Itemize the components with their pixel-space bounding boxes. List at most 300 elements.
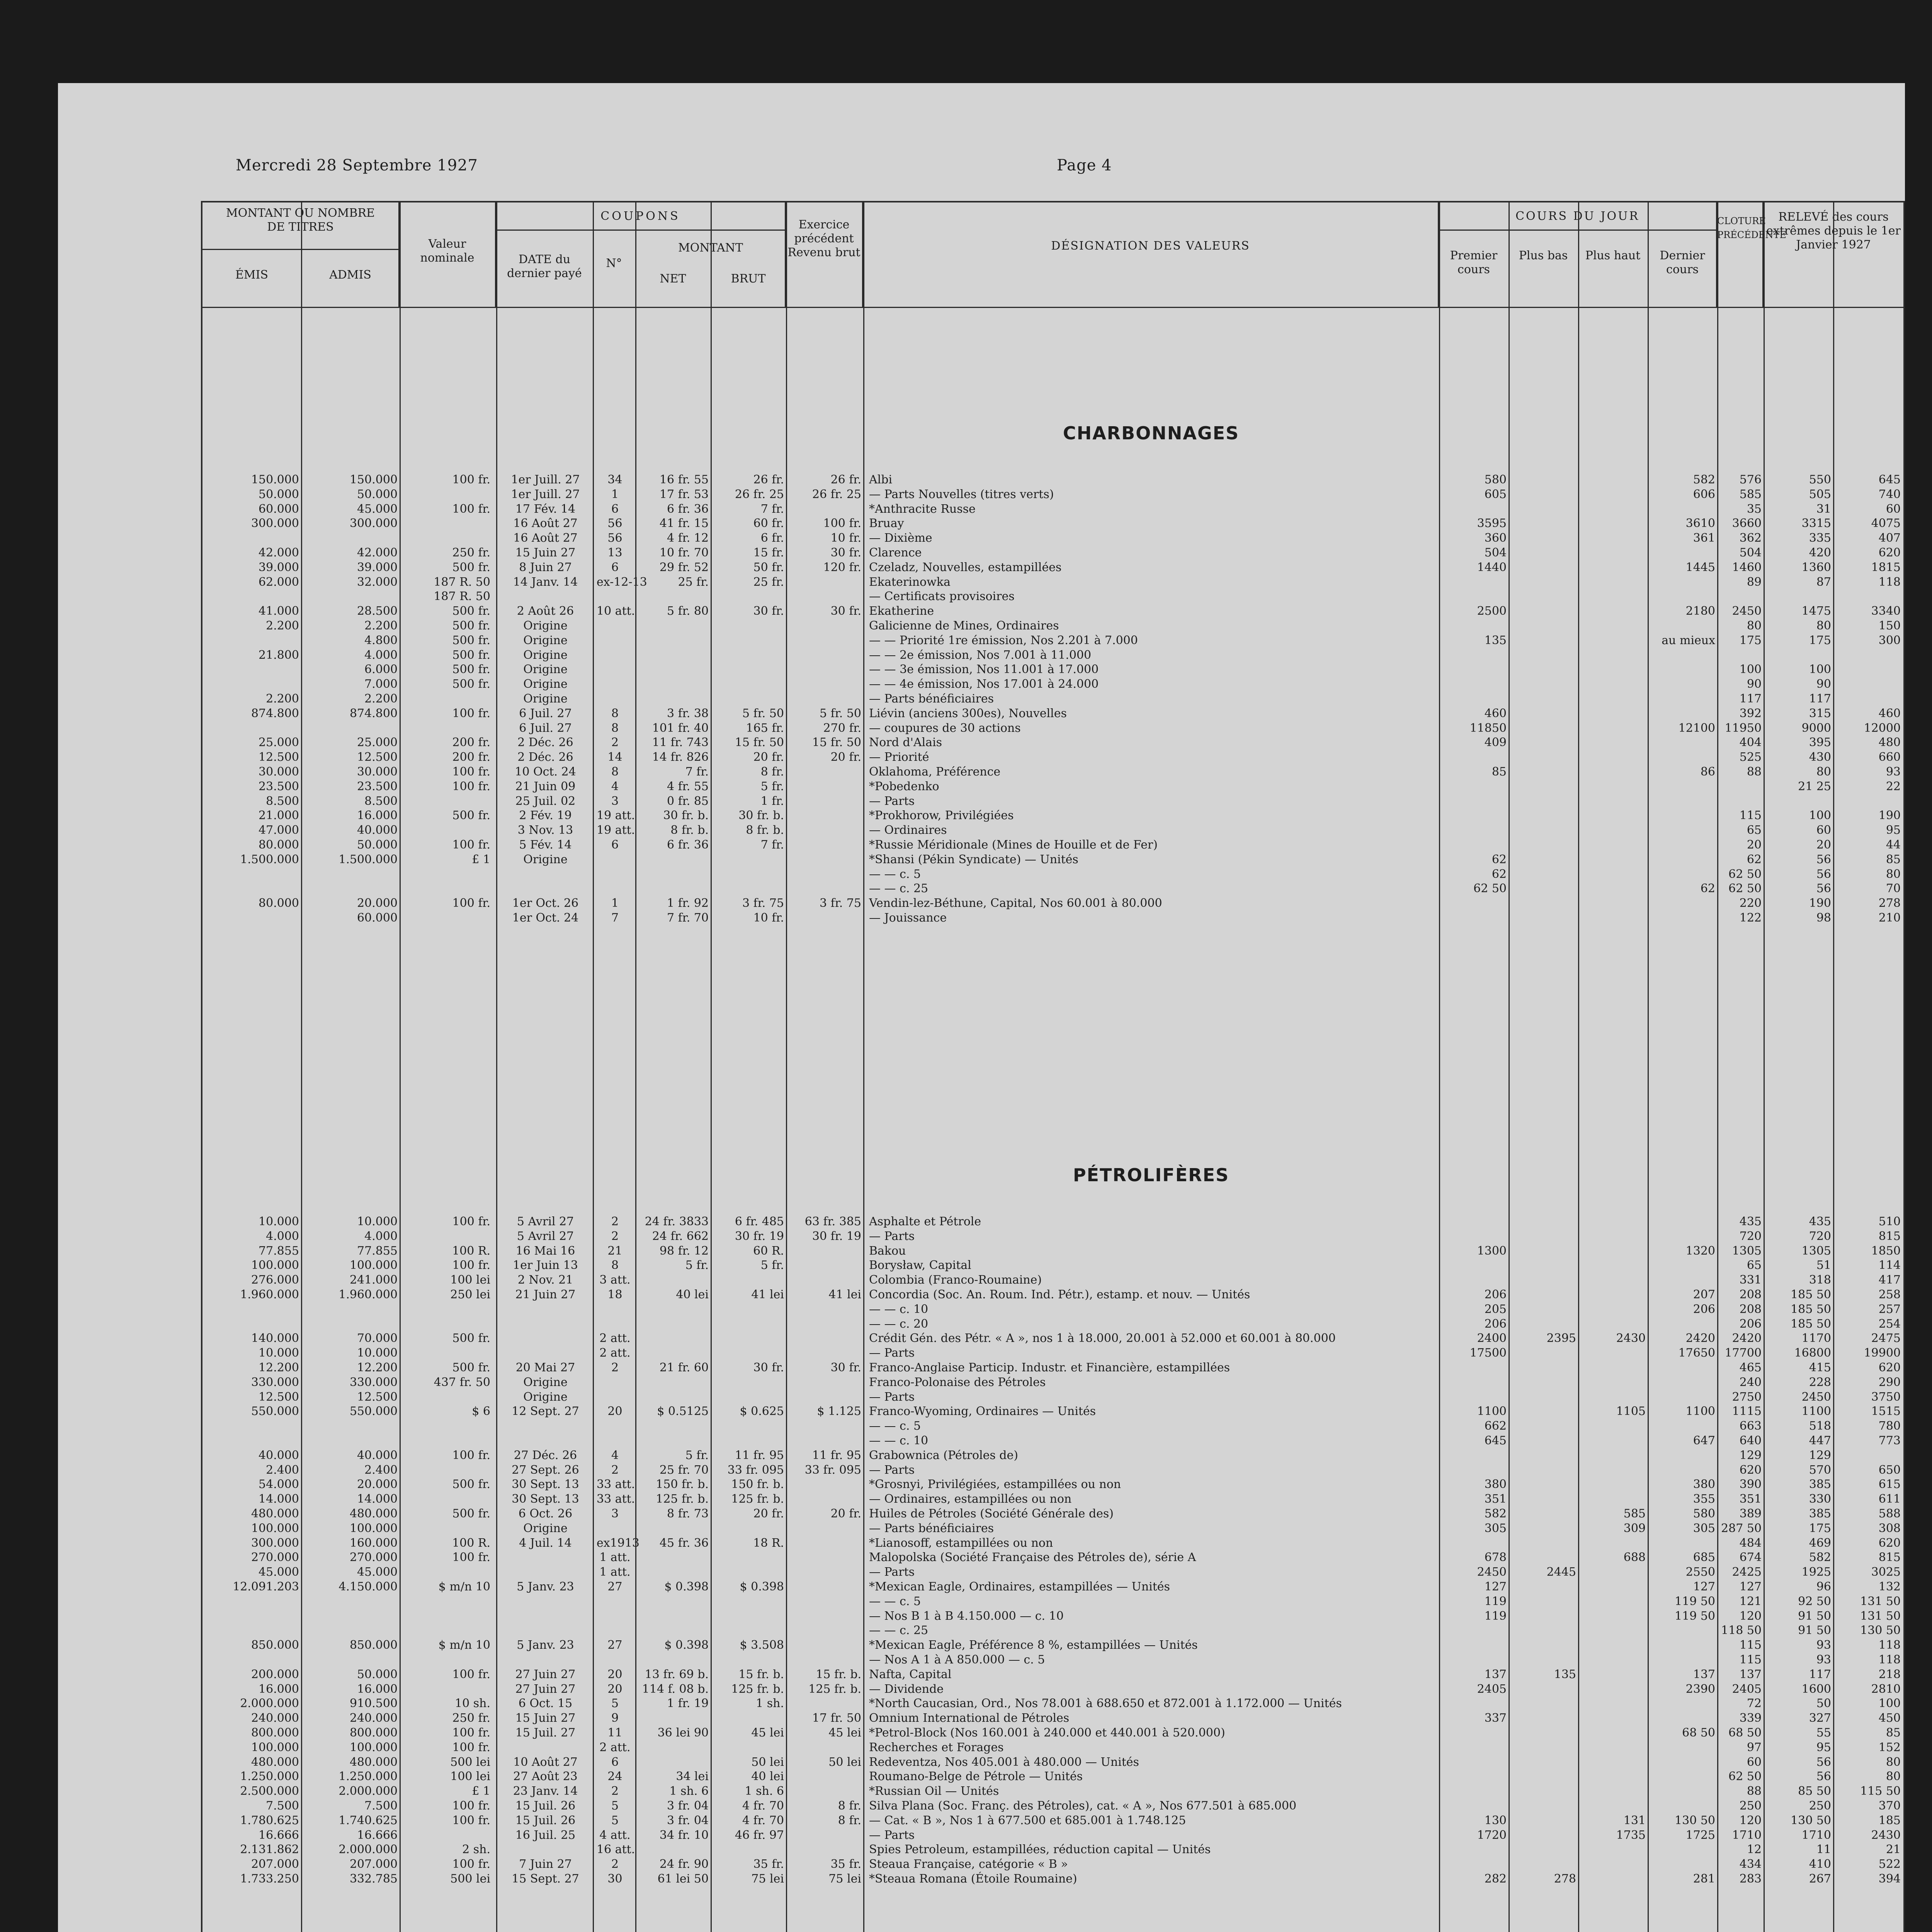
cell-hi: 1815 [1871, 560, 1901, 574]
cell-date: 2 Fév. 19 [519, 809, 572, 823]
cell-brut: 4 fr. 70 [742, 1799, 784, 1813]
cell-name: Vendin-lez-Béthune, Capital, Nos 60.001 à 80.000 [869, 896, 1162, 910]
cell-lo: 60 [1816, 823, 1831, 837]
cell-hi: 190 [1878, 809, 1901, 823]
cell-val: 100 fr. [452, 838, 490, 852]
table-row [202, 604, 1903, 618]
cell-admis: 240.000 [349, 1711, 398, 1725]
cell-rev: $ 1.125 [817, 1405, 861, 1418]
cell-brut: 26 fr. 25 [735, 487, 784, 501]
cell-clo: 663 [1739, 1419, 1762, 1433]
cell-clo: 2750 [1732, 1390, 1762, 1404]
cell-no: 56 [607, 517, 622, 531]
cell-clo: 120 [1739, 1609, 1762, 1623]
cell-hi: 80 [1886, 1755, 1901, 1769]
cell-p1: 504 [1484, 546, 1507, 560]
header-designation: DÉSIGNATION DES VALEURS [863, 202, 1439, 307]
cell-net: 1 fr. 19 [667, 1697, 709, 1711]
table-row [202, 1390, 1903, 1404]
cell-admis: 12.200 [357, 1361, 398, 1374]
cell-hi: 460 [1878, 706, 1901, 720]
table-row [202, 1419, 1903, 1433]
cell-lo: 21 25 [1798, 779, 1831, 793]
cell-lo: 327 [1809, 1711, 1831, 1725]
cell-brut: 75 lei [751, 1872, 784, 1886]
cell-rev: 26 fr. [830, 473, 861, 486]
cell-name: — — c. 25 [869, 882, 929, 896]
cell-admis: 10.000 [357, 1215, 398, 1228]
cell-rev: 3 fr. 75 [819, 896, 861, 910]
cell-emis: 7.500 [266, 1799, 299, 1813]
cell-brut: 26 fr. [753, 473, 784, 486]
cell-hi: 3340 [1871, 604, 1901, 618]
cell-emis: 39.000 [259, 560, 299, 574]
cell-lo: 91 50 [1798, 1609, 1831, 1623]
cell-lo: 185 50 [1791, 1317, 1831, 1331]
cell-name: — Dividende [869, 1682, 944, 1696]
cell-date: 15 Sept. 27 [512, 1872, 579, 1886]
cell-name: *Prokhorow, Privilégiées [869, 809, 1014, 823]
cell-lo: 1170 [1801, 1332, 1831, 1345]
cell-hi: 131 50 [1860, 1594, 1901, 1608]
cell-hi: 12000 [1864, 721, 1901, 735]
cell-emis: 25.000 [259, 736, 299, 750]
cell-p1: 580 [1484, 473, 1507, 486]
cell-val: 500 lei [450, 1872, 490, 1886]
cell-brut: 5 fr. [760, 1259, 784, 1272]
cell-lo: 582 [1809, 1551, 1831, 1565]
cell-admis: 2.200 [364, 619, 398, 633]
cell-name: Silva Plana (Soc. Franç. des Pétroles), cat. « A », Nos 677.501 à 685.000 [869, 1799, 1297, 1813]
cell-no: 8 [611, 1259, 619, 1272]
cell-clo: 525 [1739, 750, 1762, 764]
cell-date: 27 Août 23 [513, 1770, 578, 1784]
table-row [202, 750, 1903, 764]
cell-no: 11 [607, 1726, 622, 1740]
cell-admis: 70.000 [357, 1332, 398, 1345]
cell-emis: 207.000 [251, 1857, 299, 1871]
cell-clo: 1115 [1732, 1405, 1762, 1418]
cell-lo: 87 [1816, 575, 1831, 589]
cell-admis: 45.000 [357, 502, 398, 516]
cell-emis: 2.200 [266, 692, 299, 706]
cell-clo: 115 [1739, 1653, 1762, 1667]
cell-clo: 121 [1739, 1594, 1762, 1608]
table-row [202, 1565, 1903, 1579]
cell-net: 4 fr. 12 [667, 531, 709, 545]
header-coupons-label: COUPONS [600, 209, 680, 223]
cell-brut: 30 fr. [753, 1361, 784, 1374]
header-dernier: Dernier cours [1660, 249, 1705, 276]
cell-hi: 118 [1878, 575, 1901, 589]
cell-emis: 42.000 [259, 546, 299, 560]
cell-brut: 5 fr. 50 [742, 706, 784, 720]
cell-name: Redeventza, Nos 405.001 à 480.000 — Unités [869, 1755, 1139, 1769]
cell-dern: 281 [1693, 1872, 1715, 1886]
cell-name: *Petrol-Block (Nos 160.001 à 240.000 et 440.001 à 520.000) [869, 1726, 1225, 1740]
cell-date: 6 Oct. 15 [518, 1697, 573, 1711]
cell-lo: 420 [1809, 546, 1831, 560]
cell-net: 98 fr. 12 [659, 1244, 709, 1258]
cell-clo: 331 [1739, 1273, 1762, 1287]
cell-clo: 576 [1739, 473, 1762, 486]
cell-date: Origine [523, 619, 568, 633]
cell-val: £ 1 [472, 852, 490, 866]
table-row [202, 634, 1903, 648]
table-row [202, 1244, 1903, 1258]
cell-clo: 137 [1739, 1667, 1762, 1681]
cell-clo: 351 [1739, 1492, 1762, 1506]
cell-p1: 127 [1484, 1580, 1507, 1594]
cell-date: Origine [523, 1521, 568, 1535]
cell-emis: 2.500.000 [240, 1784, 299, 1798]
cell-admis: 800.000 [349, 1726, 398, 1740]
table-row [202, 663, 1903, 677]
cell-rev: 15 fr. b. [816, 1667, 861, 1681]
cell-p1: 3595 [1477, 517, 1507, 531]
cell-rev: 120 fr. [823, 560, 861, 574]
cell-date: 27 Juin 27 [515, 1667, 576, 1681]
table-row [202, 1551, 1903, 1565]
cell-clo: 20 [1747, 838, 1762, 852]
cell-brut: 5 fr. [760, 779, 784, 793]
cell-name: — Priorité [869, 750, 929, 764]
cell-clo: 17700 [1725, 1346, 1762, 1360]
header-valeur: Valeur nominale [400, 202, 496, 307]
cell-emis: 2.131.862 [240, 1843, 299, 1857]
cell-clo: 12 [1747, 1843, 1762, 1857]
cell-admis: 480.000 [349, 1507, 398, 1520]
cell-admis: 40.000 [357, 1448, 398, 1462]
cell-emis: 150.000 [251, 473, 299, 486]
cell-p1: 460 [1484, 706, 1507, 720]
cell-hi: 522 [1878, 1857, 1901, 1871]
cell-hi: 85 [1886, 1726, 1901, 1740]
cell-emis: 1.960.000 [240, 1288, 299, 1301]
cell-brut: 165 fr. [746, 721, 784, 735]
cell-val: 100 fr. [452, 1726, 490, 1740]
cell-dern: 12100 [1678, 721, 1715, 735]
cell-net: 1 sh. 6 [669, 1784, 709, 1798]
cell-clo: 88 [1747, 765, 1762, 779]
table-row [202, 736, 1903, 750]
cell-hi: 773 [1878, 1434, 1901, 1447]
table-row [202, 692, 1903, 706]
cell-no: 16 att. [597, 1843, 635, 1857]
cell-lo: 469 [1809, 1536, 1831, 1550]
cell-brut: 50 lei [751, 1755, 784, 1769]
cell-no: 34 [607, 473, 622, 486]
cell-val: 500 fr. [452, 1332, 490, 1345]
cell-p1: 351 [1484, 1492, 1507, 1506]
cell-date: Origine [523, 663, 568, 677]
cell-net: 25 fr. 70 [659, 1463, 709, 1477]
cell-no: 1 att. [599, 1551, 631, 1565]
cell-no: 5 [611, 1697, 619, 1711]
cell-rev: 15 fr. 50 [812, 736, 861, 750]
cell-lo: 518 [1809, 1419, 1831, 1433]
cell-date: 15 Juil. 27 [515, 1726, 576, 1740]
table-row [202, 1595, 1903, 1609]
cell-brut: 150 fr. b. [731, 1478, 784, 1492]
cell-no: 27 [607, 1638, 622, 1652]
cell-val: 100 fr. [452, 779, 490, 793]
cell-lo: 570 [1809, 1463, 1831, 1477]
cell-lo: 190 [1809, 896, 1831, 910]
cell-name: Recherches et Forages [869, 1740, 1004, 1754]
cell-lo: 56 [1816, 1755, 1831, 1769]
table-row [202, 1741, 1903, 1755]
cell-hi2: 309 [1623, 1521, 1646, 1535]
cell-lo: 175 [1809, 1521, 1831, 1535]
cell-lo: 56 [1816, 1770, 1831, 1784]
cell-date: 2 Déc. 26 [517, 750, 573, 764]
cell-rev: 30 fr. [830, 546, 861, 560]
cell-clo: 122 [1739, 911, 1762, 925]
cell-clo: 88 [1747, 1784, 1762, 1798]
cell-val: 500 fr. [452, 1478, 490, 1492]
cell-admis: 28.500 [357, 604, 398, 618]
cell-name: — Parts [869, 1390, 915, 1404]
cell-emis: 1.780.625 [240, 1813, 299, 1827]
cell-lo2: 2395 [1546, 1332, 1576, 1345]
cell-clo: 118 50 [1721, 1624, 1762, 1638]
cell-date: Origine [523, 852, 568, 866]
cell-no: ex-12-13 [597, 575, 647, 589]
cell-no: 7 [611, 911, 619, 925]
cell-date: 6 Juil. 27 [519, 706, 572, 720]
table-row [202, 1726, 1903, 1740]
cell-no: 3 [611, 1507, 619, 1520]
cell-lo2: 278 [1554, 1872, 1576, 1886]
cell-no: 4 [611, 779, 619, 793]
table-row [202, 1784, 1903, 1798]
table-row [202, 809, 1903, 823]
cell-no: 1 att. [599, 1565, 631, 1579]
cell-net: 7 fr. 70 [667, 911, 709, 925]
cell-admis: 20.000 [357, 896, 398, 910]
cell-date: 27 Juin 27 [515, 1682, 576, 1696]
cell-val: 500 fr. [452, 1361, 490, 1374]
header-brut: BRUT [731, 272, 766, 286]
cell-admis: 1.250.000 [338, 1770, 398, 1784]
cell-net: 45 fr. 36 [659, 1536, 709, 1550]
cell-clo: 392 [1739, 706, 1762, 720]
cell-admis: 40.000 [357, 823, 398, 837]
cell-date: 21 Juin 27 [515, 1288, 576, 1301]
cell-lo: 267 [1809, 1872, 1831, 1886]
cell-lo: 56 [1816, 882, 1831, 896]
cell-val: £ 1 [472, 1784, 490, 1798]
cell-name: — Parts bénéficiaires [869, 1521, 994, 1535]
cell-clo: 175 [1739, 633, 1762, 647]
cell-p1: 119 [1484, 1609, 1507, 1623]
cell-clo: 2420 [1732, 1332, 1762, 1345]
cell-name: Albi [869, 473, 893, 486]
cell-no: 4 [611, 1448, 619, 1462]
cell-emis: 240.000 [251, 1711, 299, 1725]
cell-p1: 360 [1484, 531, 1507, 545]
cell-name: — — c. 5 [869, 1594, 921, 1608]
cell-emis: 10.000 [259, 1215, 299, 1228]
cell-name: Grabownica (Pétroles de) [869, 1448, 1018, 1462]
cell-p1: 2450 [1477, 1565, 1507, 1579]
cell-lo: 92 50 [1798, 1594, 1831, 1608]
cell-date: 16 Juil. 25 [515, 1828, 576, 1842]
cell-clo: 120 [1739, 1813, 1762, 1827]
cell-emis: 12.500 [259, 1390, 299, 1404]
cell-emis: 140.000 [251, 1332, 299, 1345]
cell-admis: 1.740.625 [338, 1813, 398, 1827]
cell-p1: 206 [1484, 1317, 1507, 1331]
cell-clo: 585 [1739, 487, 1762, 501]
cell-no: 56 [607, 531, 622, 545]
cell-name: Bruay [869, 517, 904, 531]
cell-brut: 1 fr. [760, 794, 784, 808]
cell-name: — — c. 25 [869, 1624, 929, 1638]
cell-p1: 1100 [1477, 1405, 1507, 1418]
cell-no: 6 [611, 838, 619, 852]
cell-date: 4 Juil. 14 [519, 1536, 572, 1550]
cell-lo: 1925 [1801, 1565, 1831, 1579]
cell-name: — Ordinaires, estampillées ou non [869, 1492, 1072, 1506]
cell-hi: 815 [1878, 1229, 1901, 1243]
cell-hi: 3025 [1871, 1565, 1901, 1579]
cell-val: 500 fr. [452, 809, 490, 823]
cell-clo: 117 [1739, 692, 1762, 706]
cell-clo: 62 50 [1728, 1770, 1762, 1784]
cell-hi2: 2430 [1616, 1332, 1646, 1345]
table-row [202, 1434, 1903, 1448]
cell-lo: 1100 [1801, 1405, 1831, 1418]
cell-emis: 850.000 [251, 1638, 299, 1652]
cell-date: 1er Juill. 27 [511, 487, 580, 501]
cell-date: Origine [523, 692, 568, 706]
cell-lo: 16800 [1794, 1346, 1831, 1360]
cell-dern: 305 [1693, 1521, 1715, 1535]
cell-no: 2 att. [599, 1346, 631, 1360]
table-row [202, 707, 1903, 721]
cell-hi: 450 [1878, 1711, 1901, 1725]
cell-name: Omnium International de Pétroles [869, 1711, 1070, 1725]
table-row [202, 619, 1903, 633]
cell-lo: 51 [1816, 1259, 1831, 1272]
cell-p1: 305 [1484, 1521, 1507, 1535]
cell-rev: 26 fr. 25 [812, 487, 861, 501]
cell-clo: 240 [1739, 1375, 1762, 1389]
cell-p1: 2405 [1477, 1682, 1507, 1696]
cell-no: ex1913 [597, 1536, 640, 1550]
cell-no: 2 [611, 1361, 619, 1374]
table-row [202, 1799, 1903, 1813]
cell-p1: 605 [1484, 487, 1507, 501]
cell-rev: 45 lei [828, 1726, 861, 1740]
cell-lo: 185 50 [1791, 1302, 1831, 1316]
cell-admis: 100.000 [349, 1259, 398, 1272]
cell-val: 100 fr. [452, 502, 490, 516]
table-row [202, 765, 1903, 779]
table-row [202, 648, 1903, 662]
cell-admis: 850.000 [349, 1638, 398, 1652]
cell-p1: 62 [1492, 867, 1507, 881]
cell-hi: 370 [1878, 1799, 1901, 1813]
header-emis: ÉMIS [235, 268, 269, 282]
cell-no: 1 [611, 896, 619, 910]
cell-admis: 14.000 [357, 1492, 398, 1506]
cell-brut: 7 fr. [760, 502, 784, 516]
table-row [202, 546, 1903, 560]
cell-emis: 14.000 [259, 1492, 299, 1506]
cell-name: Ekatherine [869, 604, 934, 618]
cell-val: 100 fr. [452, 1448, 490, 1462]
cell-clo: 484 [1739, 1536, 1762, 1550]
cell-name: — Parts [869, 1463, 915, 1477]
cell-no: 6 [611, 1755, 619, 1769]
cell-val: 500 fr. [452, 604, 490, 618]
cell-date: 23 Janv. 14 [513, 1784, 578, 1798]
cell-brut: 15 fr. 50 [735, 736, 784, 750]
cell-clo: 504 [1739, 546, 1762, 560]
cell-date: 5 Janv. 23 [517, 1580, 574, 1594]
cell-p1: 1720 [1477, 1828, 1507, 1842]
cell-date: 15 Juin 27 [515, 546, 576, 560]
cell-date: 20 Mai 27 [515, 1361, 575, 1374]
cell-brut: 30 fr. 19 [735, 1229, 784, 1243]
cell-lo: 1475 [1801, 604, 1831, 618]
cell-rev: 270 fr. [823, 721, 861, 735]
cell-date: 5 Avril 27 [517, 1215, 574, 1228]
cell-name: Ekaterinowka [869, 575, 951, 589]
cell-no: 2 [611, 1215, 619, 1228]
cell-net: 3 fr. 04 [667, 1799, 709, 1813]
table-row [202, 896, 1903, 910]
issue-date: Mercredi 28 Septembre 1927 [236, 156, 478, 174]
cell-admis: 550.000 [349, 1405, 398, 1418]
cell-hi2: 585 [1623, 1507, 1646, 1520]
cell-val: $ m/n 10 [438, 1638, 490, 1652]
cell-val: 100 fr. [452, 896, 490, 910]
cell-clo: 1460 [1732, 560, 1762, 574]
cell-emis: 1.733.250 [240, 1872, 299, 1886]
cell-clo: 115 [1739, 1638, 1762, 1652]
cell-lo: 129 [1809, 1448, 1831, 1462]
cell-val: 100 fr. [452, 765, 490, 779]
cell-clo: 220 [1739, 896, 1762, 910]
cell-lo: 1600 [1801, 1682, 1831, 1696]
cell-name: Huiles de Pétroles (Société Générale des) [869, 1507, 1114, 1520]
cell-val: 500 lei [450, 1755, 490, 1769]
cell-name: Asphalte et Pétrole [869, 1215, 981, 1228]
cell-no: 24 [607, 1770, 622, 1784]
cell-date: 7 Juin 27 [519, 1857, 572, 1871]
cell-admis: 4.000 [364, 648, 398, 662]
header-cours-jour-label: COURS DU JOUR [1515, 209, 1639, 223]
cell-no: 5 [611, 1813, 619, 1827]
cell-brut: 1 sh. [756, 1697, 784, 1711]
cell-net: 5 fr. [685, 1259, 709, 1272]
cell-val: 10 sh. [455, 1697, 490, 1711]
cell-hi: 417 [1878, 1273, 1901, 1287]
table-row [202, 1259, 1903, 1272]
cell-date: 1er Juill. 27 [511, 473, 580, 486]
cell-date: 16 Mai 16 [515, 1244, 575, 1258]
cell-date: 3 Nov. 13 [517, 823, 573, 837]
cell-dern: 206 [1693, 1302, 1715, 1316]
cell-lo: 20 [1816, 838, 1831, 852]
cell-clo: 97 [1747, 1740, 1762, 1754]
table-row [202, 1668, 1903, 1682]
cell-admis: 6.000 [364, 663, 398, 677]
